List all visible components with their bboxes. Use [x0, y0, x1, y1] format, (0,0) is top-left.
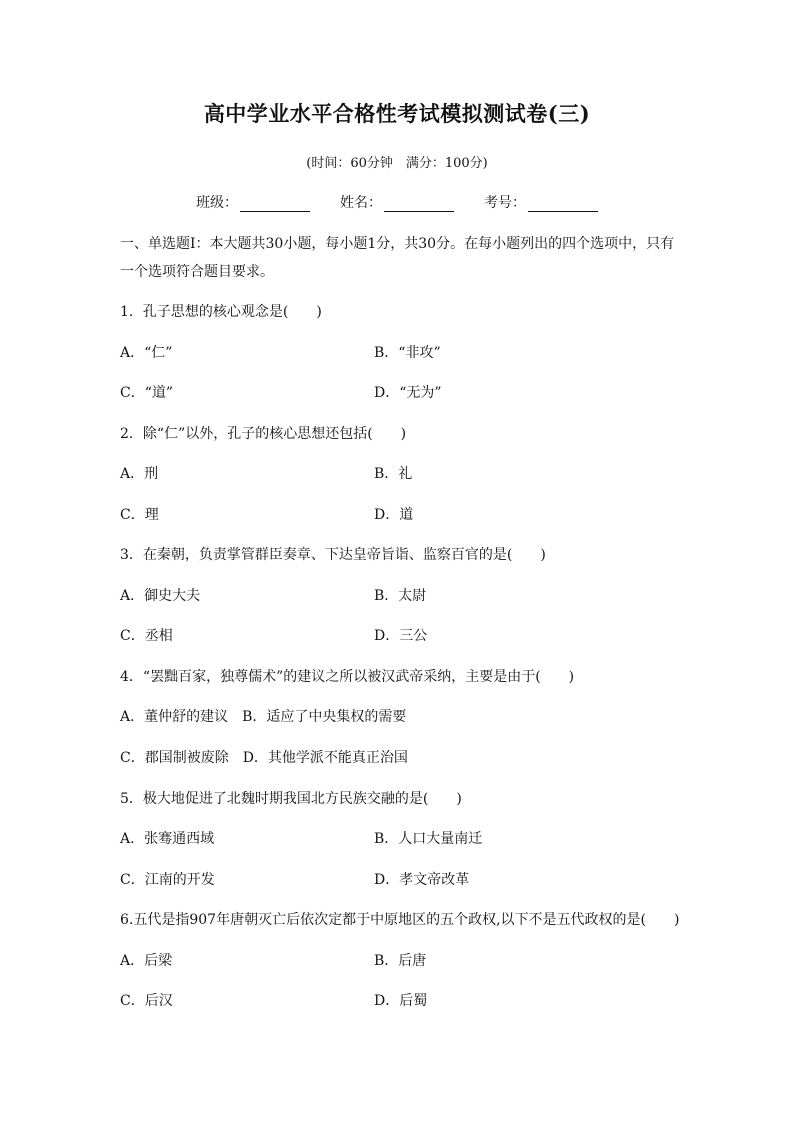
number-label: 考号： — [484, 195, 526, 211]
exam-meta: (时间：60分钟 满分：100分) — [306, 156, 488, 171]
option-c-d: C．郡国制被废除 D．其他学派不能真正治国 — [120, 750, 408, 766]
option-d: D．道 — [374, 507, 414, 523]
question-stem: 6.五代是指907年唐朝灭亡后依次定都于中原地区的五个政权,以下不是五代政权的是( ) — [120, 912, 680, 928]
option-c: C．理 — [120, 507, 159, 523]
option-d: D．后蜀 — [374, 993, 428, 1009]
option-b: B．太尉 — [374, 588, 427, 604]
option-a: A．“仁” — [120, 345, 173, 361]
option-a: A．刑 — [120, 466, 159, 482]
option-a: A．张骞通西域 — [120, 831, 215, 847]
class-blank[interactable] — [240, 197, 310, 212]
question-stem: 1．孔子思想的核心观念是( ) — [120, 304, 322, 320]
section-instructions: 一、单选题Ⅰ：本大题共30小题，每小题1分，共30分。在每小题列出的四个选项中，只有一个选项符合题目要求。 — [120, 236, 675, 280]
option-c: C．江南的开发 — [120, 872, 215, 888]
option-b: B．后唐 — [374, 953, 427, 969]
option-b: B．礼 — [374, 466, 413, 482]
option-a-b: A．董仲舒的建议 B．适应了中央集权的需要 — [120, 709, 407, 725]
class-label: 班级： — [196, 195, 238, 211]
option-c: C．“道” — [120, 385, 174, 401]
student-info-fields — [0, 192, 794, 212]
option-c: C．丞相 — [120, 628, 173, 644]
question-stem: 3．在秦朝，负责掌管群臣奏章、下达皇帝旨诣、监察百官的是( ) — [120, 547, 546, 563]
option-d: D．“无为” — [374, 385, 442, 401]
option-d: D．孝文帝改革 — [374, 872, 470, 888]
option-a: A．后梁 — [120, 953, 173, 969]
question-stem: 2．除“仁”以外，孔子的核心思想还包括( ) — [120, 426, 407, 442]
class-field — [196, 192, 310, 212]
name-field — [340, 192, 454, 212]
option-c: C．后汉 — [120, 993, 173, 1009]
name-blank[interactable] — [384, 197, 454, 212]
option-b: B．人口大量南迁 — [374, 831, 483, 847]
number-blank[interactable] — [528, 197, 598, 212]
option-b: B．“非攻” — [374, 345, 441, 361]
option-a: A．御史大夫 — [120, 588, 201, 604]
exam-title: 高中学业水平合格性考试模拟测试卷(三) — [203, 101, 591, 126]
question-stem: 4．“罢黜百家，独尊儒术”的建议之所以被汉武帝采纳，主要是由于( ) — [120, 669, 575, 685]
name-label: 姓名： — [340, 195, 382, 211]
number-field — [484, 192, 598, 212]
option-d: D．三公 — [374, 628, 428, 644]
question-stem: 5．极大地促进了北魏时期我国北方民族交融的是( ) — [120, 791, 462, 807]
